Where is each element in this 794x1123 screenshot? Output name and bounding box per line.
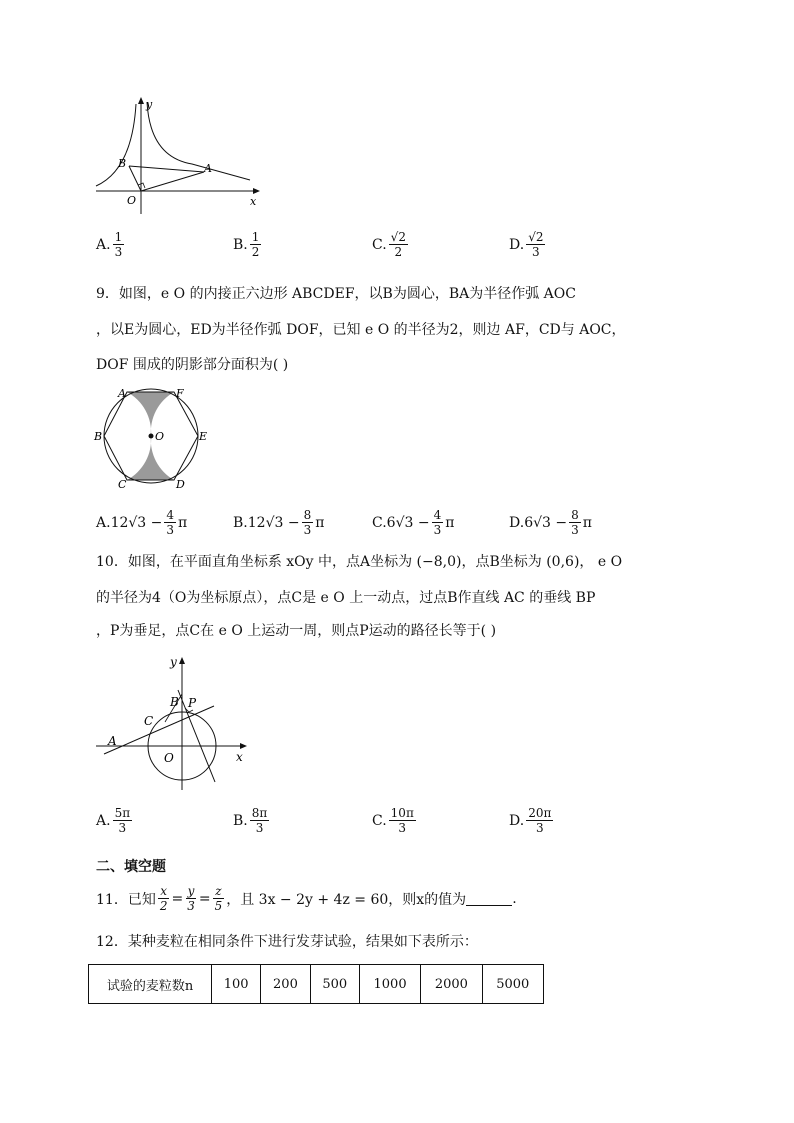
q9-option-c-frac	[432, 508, 444, 537]
q11-frac-z	[213, 884, 225, 913]
q9-option-d-post: π	[582, 514, 592, 531]
q10-label-x: x	[236, 750, 243, 764]
q8-option-c-letter: C.	[372, 236, 387, 253]
q9-option-c-pre: 6√3 −	[386, 514, 430, 531]
q12-table-cell-5: 2000	[421, 965, 482, 1004]
q9-label-f: F	[176, 387, 184, 400]
q10-figure	[92, 650, 258, 798]
q9-option-d[interactable]	[509, 508, 592, 537]
q9-option-b-den: 3	[303, 523, 312, 537]
q10-line-bp	[178, 690, 215, 782]
q11-prefix: 11．已知	[96, 891, 156, 908]
q8-label-a: A	[204, 162, 212, 175]
q9-option-c-num: 4	[433, 508, 442, 522]
q9-option-d-pre: 6√3 −	[524, 514, 568, 531]
q10-option-a[interactable]	[96, 806, 134, 835]
q8-option-a-den: 3	[114, 245, 123, 259]
q8-option-c[interactable]	[372, 230, 410, 259]
q9-label-c: C	[118, 478, 127, 491]
q10-option-b-num: 8π	[251, 806, 268, 820]
q10-option-b-den: 3	[255, 821, 264, 835]
q9-option-c-post: π	[445, 514, 455, 531]
q8-label-b: B	[118, 157, 127, 170]
q11-middle: ，且 3x − 2y + 4z = 60，则x的值为	[226, 891, 467, 908]
q12-table-cell-4: 1000	[359, 965, 420, 1004]
q9-line-3: DOF 围成的阴影部分面积为( )	[96, 357, 289, 373]
q10-option-a-num: 5π	[114, 806, 131, 820]
q8-label-o: O	[127, 194, 137, 207]
q8-option-a[interactable]	[96, 230, 126, 259]
q8-option-d-letter: D.	[509, 236, 525, 253]
q9-label-e: E	[199, 430, 208, 443]
q9-option-a-pre: 12√3 −	[110, 514, 163, 531]
q9-line-1: 9．如图，e O 的内接正六边形 ABCDEF，以B为圆心，BA为半径作弧 AOC	[96, 286, 576, 302]
q11-eq-2: =	[198, 890, 211, 907]
q9-option-b-frac	[302, 508, 314, 537]
q10-label-a: A	[108, 734, 117, 748]
q8-option-d-num: √2	[528, 230, 544, 244]
q10-label-y: y	[170, 655, 177, 669]
q11-answer-blank[interactable]	[466, 891, 512, 906]
q11-frac-y	[185, 884, 197, 913]
q9-option-b[interactable]	[233, 508, 324, 537]
q10-option-b-letter: B.	[233, 812, 248, 829]
q9-option-c-letter: C.	[372, 514, 387, 531]
q12-text: 12．某种麦粒在相同条件下进行发芽试验，结果如下表所示：	[96, 934, 478, 950]
q9-option-a-letter: A.	[96, 514, 111, 531]
q8-option-d[interactable]	[509, 230, 547, 259]
q10-option-c-num: 10π	[390, 806, 414, 820]
q8-option-c-den: 2	[394, 245, 403, 259]
q10-option-c-frac	[389, 806, 416, 835]
q9-option-d-frac	[569, 508, 581, 537]
q9-center-dot	[149, 434, 154, 439]
q8-option-a-letter: A.	[96, 236, 111, 253]
q10-y-arrow	[179, 657, 185, 664]
q8-option-b-num: 1	[251, 230, 260, 244]
q9-label-b: B	[94, 430, 103, 443]
q9-option-b-letter: B.	[233, 514, 248, 531]
q9-option-a-num: 4	[166, 508, 175, 522]
q10-option-a-frac	[113, 806, 133, 835]
q10-line-ac	[104, 706, 214, 754]
q8-segment-ab	[129, 166, 204, 172]
q8-option-b-letter: B.	[233, 236, 248, 253]
section-fill-in-title: 二、填空题	[96, 859, 166, 875]
q10-label-c: C	[144, 714, 154, 728]
q9-option-c-den: 3	[433, 523, 442, 537]
q10-label-o: O	[164, 751, 174, 765]
q11-frac-z-den: 5	[214, 899, 223, 913]
q9-label-o: O	[155, 430, 165, 443]
q10-option-a-den: 3	[118, 821, 127, 835]
q10-option-d[interactable]	[509, 806, 555, 835]
q8-option-c-frac	[389, 230, 408, 259]
q8-option-b[interactable]	[233, 230, 263, 259]
q8-label-y: y	[146, 98, 153, 111]
q12-table-header: 试验的麦粒数n	[89, 965, 212, 1004]
q10-line-2: 的半径为4（O为坐标原点），点C是 e O 上一动点，过点B作直线 AC 的垂线 BP	[96, 590, 596, 606]
q10-option-a-letter: A.	[96, 812, 111, 829]
q8-option-b-den: 2	[251, 245, 260, 259]
q8-x-arrow	[253, 188, 260, 194]
q10-option-d-frac	[526, 806, 553, 835]
q11-frac-z-num: z	[215, 884, 222, 898]
q11-frac-x-den: 2	[159, 899, 168, 913]
q10-label-p: P	[188, 696, 197, 710]
q8-option-a-num: 1	[114, 230, 123, 244]
q9-option-a-frac	[164, 508, 176, 537]
q8-option-a-frac	[113, 230, 125, 259]
q9-option-b-pre: 12√3 −	[247, 514, 300, 531]
q9-option-d-den: 3	[571, 523, 579, 537]
q11-eq-1: =	[171, 890, 184, 907]
q12-table	[88, 964, 544, 1004]
q11-end: .	[512, 890, 517, 907]
q8-y-arrow	[138, 97, 144, 104]
q9-option-b-num: 8	[303, 508, 312, 522]
q10-option-d-letter: D.	[509, 812, 525, 829]
q8-hyperbola-left	[96, 104, 136, 186]
q9-line-2: ，以E为圆心，ED为半径作弧 DOF，已知 e O 的半径为2，则边 AF，CD与 AOC，	[96, 322, 626, 338]
q10-option-c-den: 3	[398, 821, 407, 835]
q8-option-d-den: 3	[532, 245, 540, 259]
q9-option-a-den: 3	[166, 523, 175, 537]
q10-option-d-den: 3	[535, 821, 544, 835]
q12-table-cell-3: 500	[310, 965, 359, 1004]
q9-option-d-num: 8	[571, 508, 579, 522]
q9-option-a[interactable]	[96, 508, 187, 537]
q10-option-c-letter: C.	[372, 812, 387, 829]
q9-label-d: D	[176, 478, 185, 491]
q8-option-b-frac	[250, 230, 262, 259]
q8-segment-oa	[141, 172, 204, 191]
q8-option-d-frac	[526, 230, 545, 259]
q12-table-cell-1: 100	[212, 965, 261, 1004]
table-row	[89, 965, 544, 1004]
q9-figure	[92, 384, 214, 492]
q10-option-c[interactable]	[372, 806, 418, 835]
q9-option-a-post: π	[178, 514, 188, 531]
q10-option-b-frac	[250, 806, 270, 835]
q8-segment-ob	[129, 166, 141, 191]
q10-line-1: 10．如图，在平面直角坐标系 xOy 中，点A坐标为 (−8,0)，点B坐标为 (0,6)， e O	[96, 554, 623, 570]
q10-option-b[interactable]	[233, 806, 271, 835]
q12-table-cell-2: 200	[261, 965, 310, 1004]
q11-frac-x	[158, 884, 170, 913]
q12-table-cell-6: 5000	[482, 965, 543, 1004]
q8-label-x: x	[250, 195, 257, 208]
q8-option-c-num: √2	[390, 230, 406, 244]
q10-label-b: B	[170, 695, 179, 709]
q10-line-3: ，P为垂足，点C在 e O 上运动一周，则点P运动的路径长等于( )	[96, 623, 497, 639]
q9-option-c[interactable]	[372, 508, 454, 537]
q10-option-d-num: 20π	[528, 806, 552, 820]
q8-figure	[92, 92, 267, 217]
q11-frac-y-den: 3	[187, 899, 195, 913]
q11-frac-x-num: x	[160, 884, 168, 898]
q11-line	[96, 884, 517, 913]
q9-option-d-letter: D.	[509, 514, 525, 531]
q9-option-b-post: π	[315, 514, 325, 531]
q11-frac-y-num: y	[187, 884, 195, 898]
q10-x-arrow	[240, 743, 247, 749]
q9-label-a: A	[118, 387, 126, 400]
